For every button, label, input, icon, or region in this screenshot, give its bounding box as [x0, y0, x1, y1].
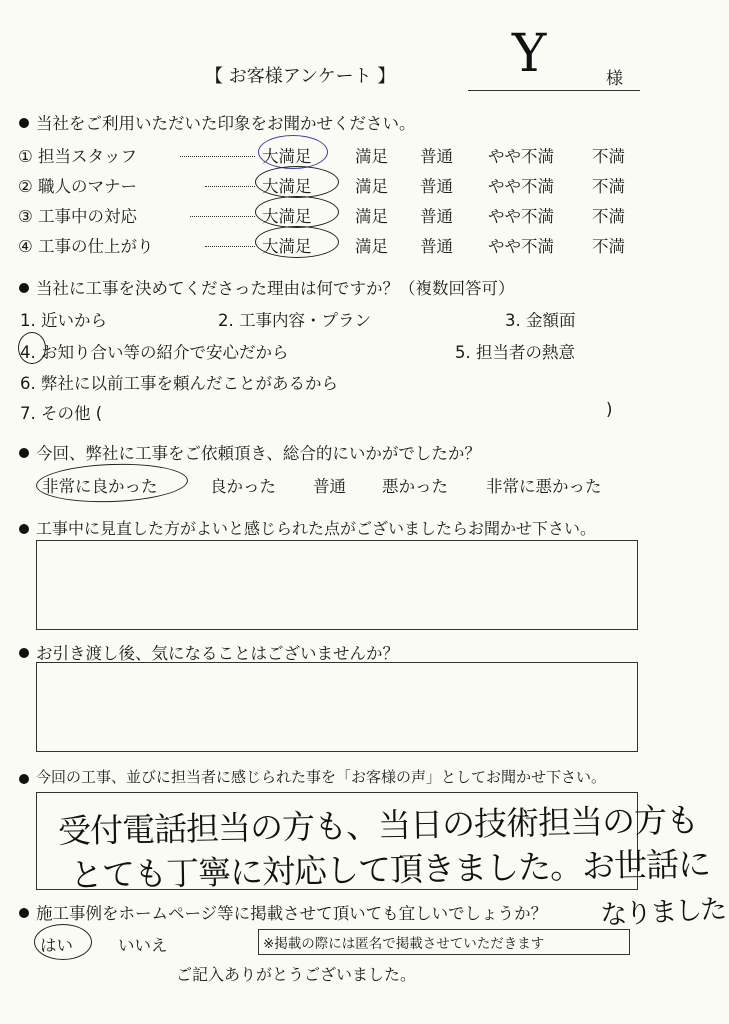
q7-option-yes[interactable]: はい	[40, 936, 73, 955]
scale-average[interactable]: 普通	[420, 207, 453, 226]
thank-you-message: ご記入ありがとうございました。	[176, 965, 417, 984]
scale-somewhat-unsatisfied[interactable]: やや不満	[488, 207, 554, 226]
scale-satisfied[interactable]: 満足	[355, 147, 388, 166]
q2-option-7-close: )	[606, 400, 613, 419]
q1-item-label: ① 担当スタッフ	[18, 147, 138, 166]
q3-option-bad[interactable]: 悪かった	[382, 477, 448, 496]
scale-unsatisfied[interactable]: 不満	[592, 177, 625, 196]
scale-average[interactable]: 普通	[420, 237, 453, 256]
q3-option-very-bad[interactable]: 非常に悪かった	[486, 477, 602, 496]
q7-option-no[interactable]: いいえ	[118, 936, 168, 955]
question-bullet	[19, 648, 29, 658]
question-bullet	[19, 524, 29, 534]
name-underline	[468, 90, 640, 91]
q2-option-3[interactable]: 3. 金額面	[505, 311, 576, 330]
question-bullet	[19, 448, 29, 458]
q3-question: 今回、弊社に工事をご依頼頂き、総合的にいかがでしたか？	[36, 444, 481, 463]
scale-very-satisfied[interactable]: 大満足	[262, 237, 312, 256]
q3-option-good[interactable]: 良かった	[210, 477, 276, 496]
selection-circle	[255, 166, 339, 198]
q2-option-4[interactable]: 4. お知り合い等の紹介で安心だから	[20, 343, 289, 362]
scale-very-satisfied[interactable]: 大満足	[262, 177, 312, 196]
question-bullet	[19, 283, 29, 293]
q2-option-5[interactable]: 5. 担当者の熱意	[455, 343, 575, 362]
scale-satisfied[interactable]: 満足	[355, 237, 388, 256]
q6-handwritten-line-2: とても丁寧に対応して頂きました。お世話に	[69, 844, 711, 895]
q2-option-7[interactable]: 7. その他 (	[20, 404, 103, 423]
q3-option-average[interactable]: 普通	[313, 477, 346, 496]
q4-question: 工事中に見直した方がよいと感じられた点がございましたらお聞かせ下さい。	[36, 519, 597, 538]
scale-somewhat-unsatisfied[interactable]: やや不満	[488, 237, 554, 256]
q6-handwritten-line-1: 受付電話担当の方も、当日の技術担当の方も	[57, 800, 699, 851]
scale-unsatisfied[interactable]: 不満	[592, 237, 625, 256]
scale-very-satisfied[interactable]: 大満足	[262, 207, 312, 226]
scale-satisfied[interactable]: 満足	[355, 177, 388, 196]
leader-dots	[180, 156, 255, 157]
scale-very-satisfied[interactable]: 大満足	[262, 147, 312, 166]
selection-circle	[34, 924, 92, 960]
q2-option-1[interactable]: 1. 近いから	[20, 311, 107, 330]
leader-dots	[205, 246, 255, 247]
scale-unsatisfied[interactable]: 不満	[592, 207, 625, 226]
scale-unsatisfied[interactable]: 不満	[592, 147, 625, 166]
scale-somewhat-unsatisfied[interactable]: やや不満	[488, 177, 554, 196]
scale-somewhat-unsatisfied[interactable]: やや不満	[488, 147, 554, 166]
question-bullet	[19, 774, 29, 784]
q1-item-label: ④ 工事の仕上がり	[18, 237, 154, 256]
q3-option-very-good[interactable]: 非常に良かった	[42, 477, 158, 496]
q2-option-6[interactable]: 6. 弊社に以前工事を頼んだことがあるから	[20, 374, 338, 393]
q1-item-label: ③ 工事中の対応	[18, 207, 138, 226]
scale-satisfied[interactable]: 満足	[355, 207, 388, 226]
q1-question: 当社をご利用いただいた印象をお聞かせください。	[36, 114, 416, 133]
q4-answer-box[interactable]	[36, 540, 638, 630]
customer-initial: Y	[512, 24, 547, 84]
question-bullet	[19, 118, 29, 128]
form-title: 【 お客様アンケート 】	[205, 66, 396, 87]
leader-dots	[190, 216, 255, 217]
question-bullet	[19, 908, 29, 918]
q2-option-2[interactable]: 2. 工事内容・プラン	[218, 311, 371, 330]
selection-circle	[255, 196, 339, 228]
q6-question: 今回の工事、並びに担当者に感じられた事を「お客様の声」としてお聞かせ下さい。	[36, 768, 607, 786]
q7-question: 施工事例をホームページ等に掲載させて頂いても宜しいでしょうか？	[36, 904, 548, 923]
selection-circle	[255, 226, 339, 258]
q6-handwritten-line-3: なりました	[599, 893, 726, 932]
q5-answer-box[interactable]	[36, 662, 638, 752]
q1-item-label: ② 職人のマナー	[18, 177, 138, 196]
selection-circle	[18, 332, 46, 364]
scale-average[interactable]: 普通	[420, 147, 453, 166]
selection-circle	[35, 461, 188, 504]
q5-question: お引き渡し後、気になることはございませんか？	[36, 644, 399, 663]
scale-average[interactable]: 普通	[420, 177, 453, 196]
leader-dots	[205, 186, 255, 187]
q7-note: ※掲載の際には匿名で掲載させていただきます	[258, 929, 630, 955]
selection-circle	[258, 135, 328, 169]
honorific: 様	[606, 69, 623, 89]
q2-question: 当社に工事を決めてくださった理由は何ですか？（複数回答可）	[36, 279, 515, 298]
